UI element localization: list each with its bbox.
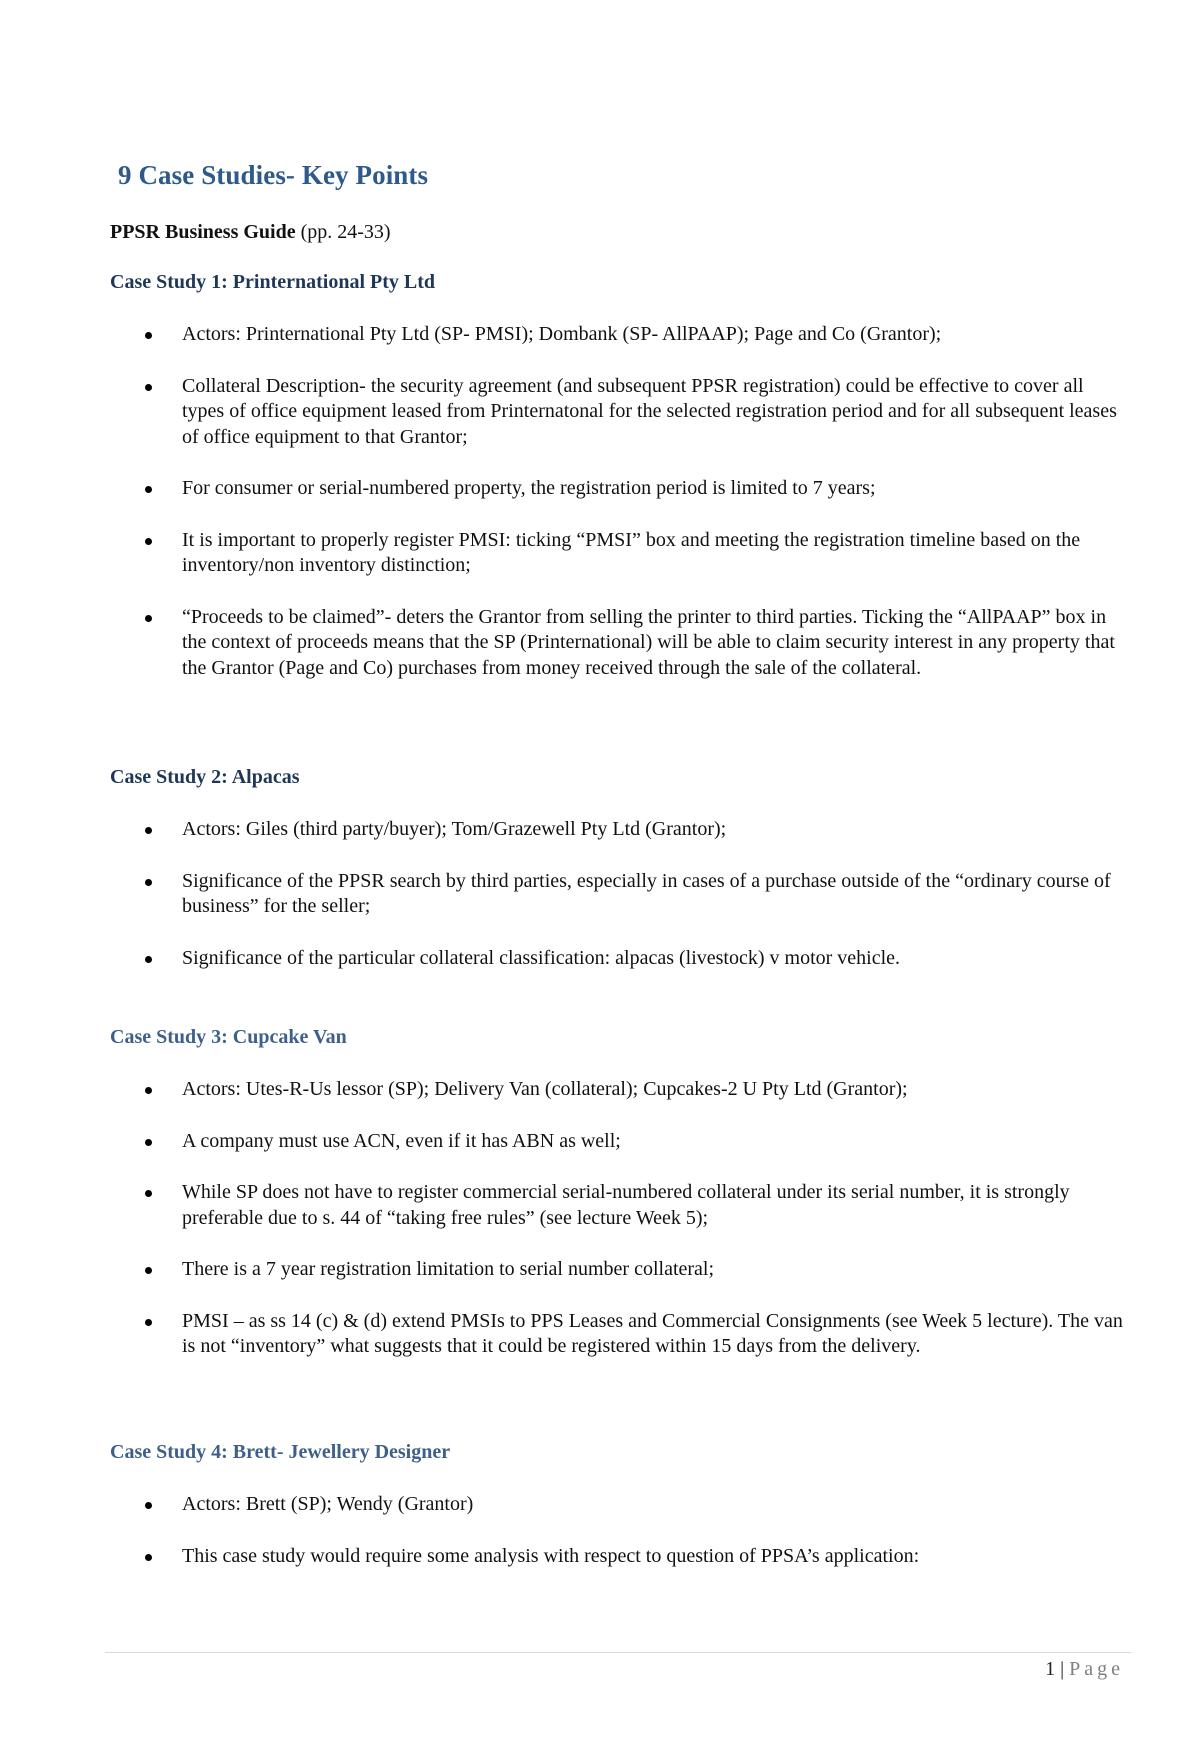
- bullet-icon: [145, 1267, 152, 1274]
- bullet-icon: [145, 615, 152, 622]
- case-study-1-heading: Case Study 1: Printernational Pty Ltd: [110, 271, 435, 293]
- page-footer: [1045, 1658, 1124, 1681]
- case-study-4-heading: Case Study 4: Brett- Jewellery Designer: [110, 1441, 451, 1463]
- footer-separator: |: [1060, 1658, 1065, 1680]
- list-item: PMSI – as ss 14 (c) & (d) extend PMSIs to PPS Leases and Commercial Consignments (see Week 5 lecture). The van is not “inventory” what suggests that it could be registered within 15 days from the delivery.: [110, 1309, 1130, 1360]
- list-item: Actors: Giles (third party/buyer); Tom/Grazewell Pty Ltd (Grantor);: [110, 817, 1130, 843]
- bullet-icon: [145, 1139, 152, 1146]
- case-study-2-list: [110, 817, 1130, 997]
- guide-name: PPSR Business Guide: [110, 221, 296, 243]
- bullet-icon: [145, 1554, 152, 1561]
- list-item: Collateral Description- the security agreement (and subsequent PPSR registration) could be effective to cover all types of office equipment leased from Printernatonal for the selected registration period and for all subsequent leases of office equipment to that Grantor;: [110, 374, 1130, 451]
- list-item: Actors: Brett (SP); Wendy (Grantor): [110, 1492, 1130, 1518]
- guide-pages: (pp. 24-33): [300, 221, 391, 243]
- bullet-icon: [145, 486, 152, 493]
- list-item: While SP does not have to register commercial serial-numbered collateral under its serial number, it is strongly preferable due to s. 44 of “taking free rules” (see lecture Week 5);: [110, 1180, 1130, 1231]
- list-item: Actors: Utes-R-Us lessor (SP); Delivery Van (collateral); Cupcakes-2 U Pty Ltd (Grantor);: [110, 1077, 1130, 1103]
- bullet-icon: [145, 332, 152, 339]
- list-item: Significance of the particular collateral classification: alpacas (livestock) v motor vehicle.: [110, 946, 1130, 972]
- bullet-icon: [145, 956, 152, 963]
- bullet-icon: [145, 827, 152, 834]
- case-study-4-list: [110, 1492, 1130, 1595]
- case-study-2-heading: Case Study 2: Alpacas: [110, 766, 300, 788]
- bullet-icon: [145, 384, 152, 391]
- bullet-icon: [145, 1190, 152, 1197]
- bullet-icon: [145, 538, 152, 545]
- list-item: Significance of the PPSR search by third parties, especially in cases of a purchase outside of the “ordinary course of business” for the seller;: [110, 869, 1130, 920]
- list-item: It is important to properly register PMSI: ticking “PMSI” box and meeting the registration timeline based on the inventory/non inventory distinction;: [110, 528, 1130, 579]
- case-study-3-heading: Case Study 3: Cupcake Van: [110, 1026, 347, 1048]
- bullet-icon: [145, 1087, 152, 1094]
- page-title: 9 Case Studies- Key Points: [118, 160, 429, 190]
- guide-reference: [110, 221, 391, 244]
- list-item: A company must use ACN, even if it has ABN as well;: [110, 1129, 1130, 1155]
- footer-divider: [105, 1652, 1131, 1653]
- list-item: This case study would require some analysis with respect to question of PPSA’s application:: [110, 1544, 1130, 1570]
- page-label: Page: [1069, 1658, 1124, 1680]
- case-study-1-list: [110, 322, 1130, 707]
- list-item: Actors: Printernational Pty Ltd (SP- PMSI); Dombank (SP- AllPAAP); Page and Co (Grantor);: [110, 322, 1130, 348]
- list-item: There is a 7 year registration limitation to serial number collateral;: [110, 1257, 1130, 1283]
- bullet-icon: [145, 1502, 152, 1509]
- list-item: For consumer or serial-numbered property, the registration period is limited to 7 years;: [110, 476, 1130, 502]
- bullet-icon: [145, 1319, 152, 1326]
- list-item: “Proceeds to be claimed”- deters the Grantor from selling the printer to third parties. Ticking the “AllPAAP” box in the context of proceeds means that the SP (Printernational) will be able to claim security interest in any property that the Grantor (Page and Co) purchases from money received through the sale of the collateral.: [110, 605, 1130, 682]
- case-study-3-list: [110, 1077, 1130, 1386]
- bullet-icon: [145, 879, 152, 886]
- page-number: 1: [1045, 1658, 1056, 1680]
